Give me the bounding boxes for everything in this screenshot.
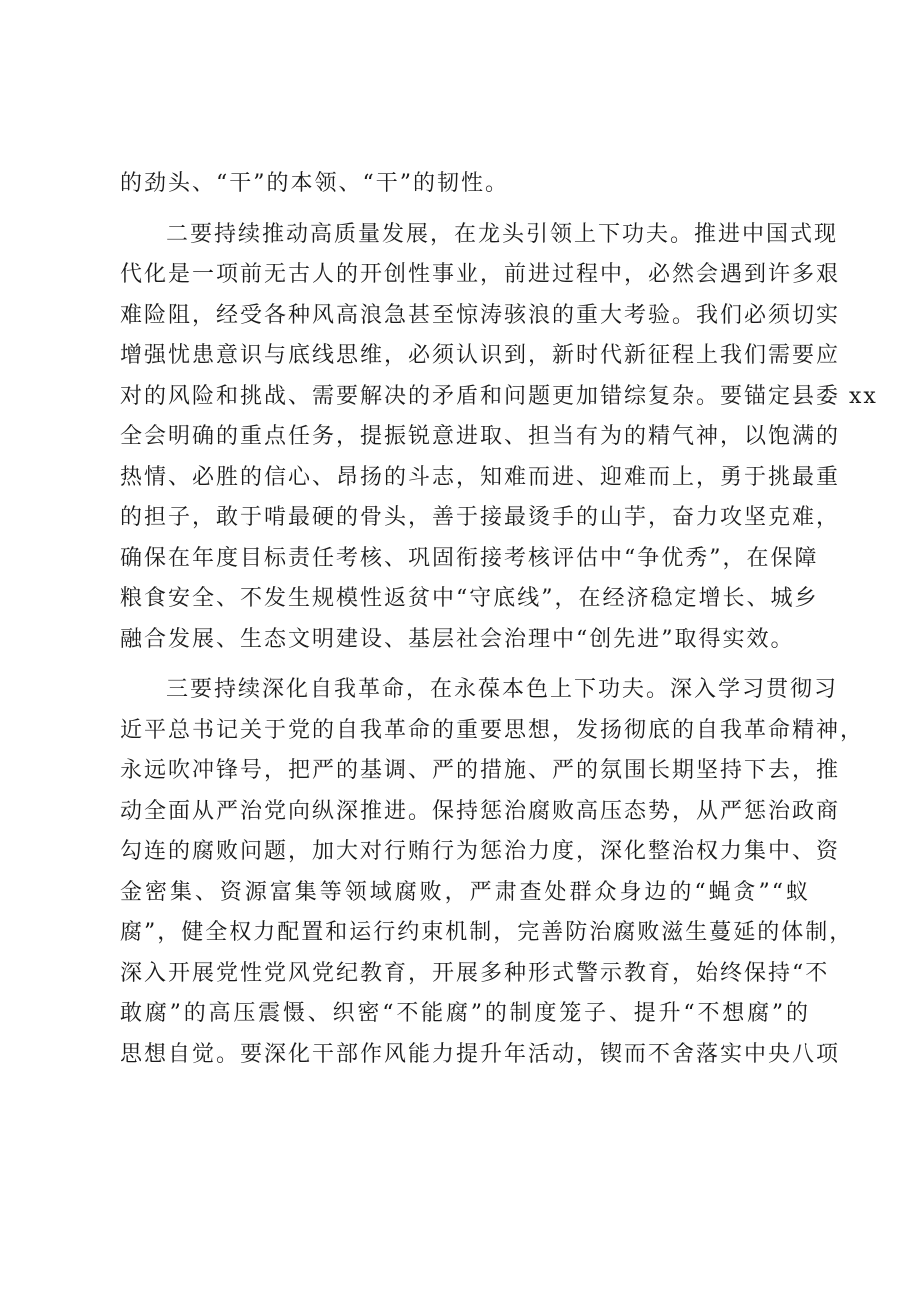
text-line: 二要持续推动高质量发展，在龙头引领上下功夫。推进中国式现 [166, 221, 839, 247]
text-line: 腐”，健全权力配置和运行约束机制，完善防治腐败滋生蔓延的体制， [120, 920, 854, 945]
paragraph-3 [120, 670, 865, 1075]
text-line: 永远吹冲锋号，把严的基调、严的措施、严的氛围长期坚持下去，推 [120, 758, 841, 783]
text-line: 近平总书记关于党的自我革命的重要思想，发扬彻底的自我革命精神， [120, 717, 865, 743]
text-line: 深入开展党性党风党纪教育，开展多种形式警示教育，始终保持“不 [120, 960, 830, 986]
text-line: 难险阻，经受各种风高浪急甚至惊涛骇浪的重大考验。我们必须切实 [120, 302, 841, 328]
document-body [120, 164, 878, 1075]
text-line: 的劲头、“干”的本领、“干”的韧性。 [120, 171, 509, 196]
text-line: 对的风险和挑战、需要解决的矛盾和问题更加错综复杂。要锚定县委 xx [120, 383, 878, 409]
text-line: 敢腐”的高压震慑、织密“不能腐”的制度笼子、提升“不想腐”的 [120, 1001, 810, 1026]
paragraph-2 [120, 215, 878, 661]
text-line: 三要持续深化自我革命，在永葆本色上下功夫。深入学习贯彻习 [166, 677, 839, 702]
text-line: 金密集、资源富集等领域腐败，严肃查处群众身边的“蝇贪”“蚁 [120, 879, 810, 905]
text-line: 增强忧患意识与底线思维，必须认识到，新时代新征程上我们需要应 [120, 343, 841, 368]
text-line: 全会明确的重点任务，提振锐意进取、担当有为的精气神，以饱满的 [120, 424, 841, 449]
text-line: 勾连的腐败问题，加大对行贿行为惩治力度，深化整治权力集中、资 [120, 839, 841, 864]
paragraph-1 [120, 164, 810, 205]
text-line: 确保在年度目标责任考核、巩固衔接考核评估中“争优秀”，在保障 [120, 545, 819, 571]
text-line: 代化是一项前无古人的开创性事业，前进过程中，必然会遇到许多艰 [120, 262, 841, 287]
text-line: 融合发展、生态文明建设、基层社会治理中“创先进”取得实效。 [120, 626, 795, 652]
text-line: 动全面从严治党向纵深推进。保持惩治腐败高压态势，从严惩治政商 [120, 798, 841, 824]
text-line: 的担子，敢于啃最硬的骨头，善于接最烫手的山芋，奋力攻坚克难， [120, 505, 841, 530]
text-line: 热情、必胜的信心、昂扬的斗志，知难而进、迎难而上，勇于挑最重 [120, 464, 841, 490]
text-line: 思想自觉。要深化干部作风能力提升年活动，锲而不舍落实中央八项 [120, 1041, 841, 1067]
text-line: 粮食安全、不发生规模性返贫中“守底线”，在经济稳定增长、城乡 [120, 586, 819, 611]
